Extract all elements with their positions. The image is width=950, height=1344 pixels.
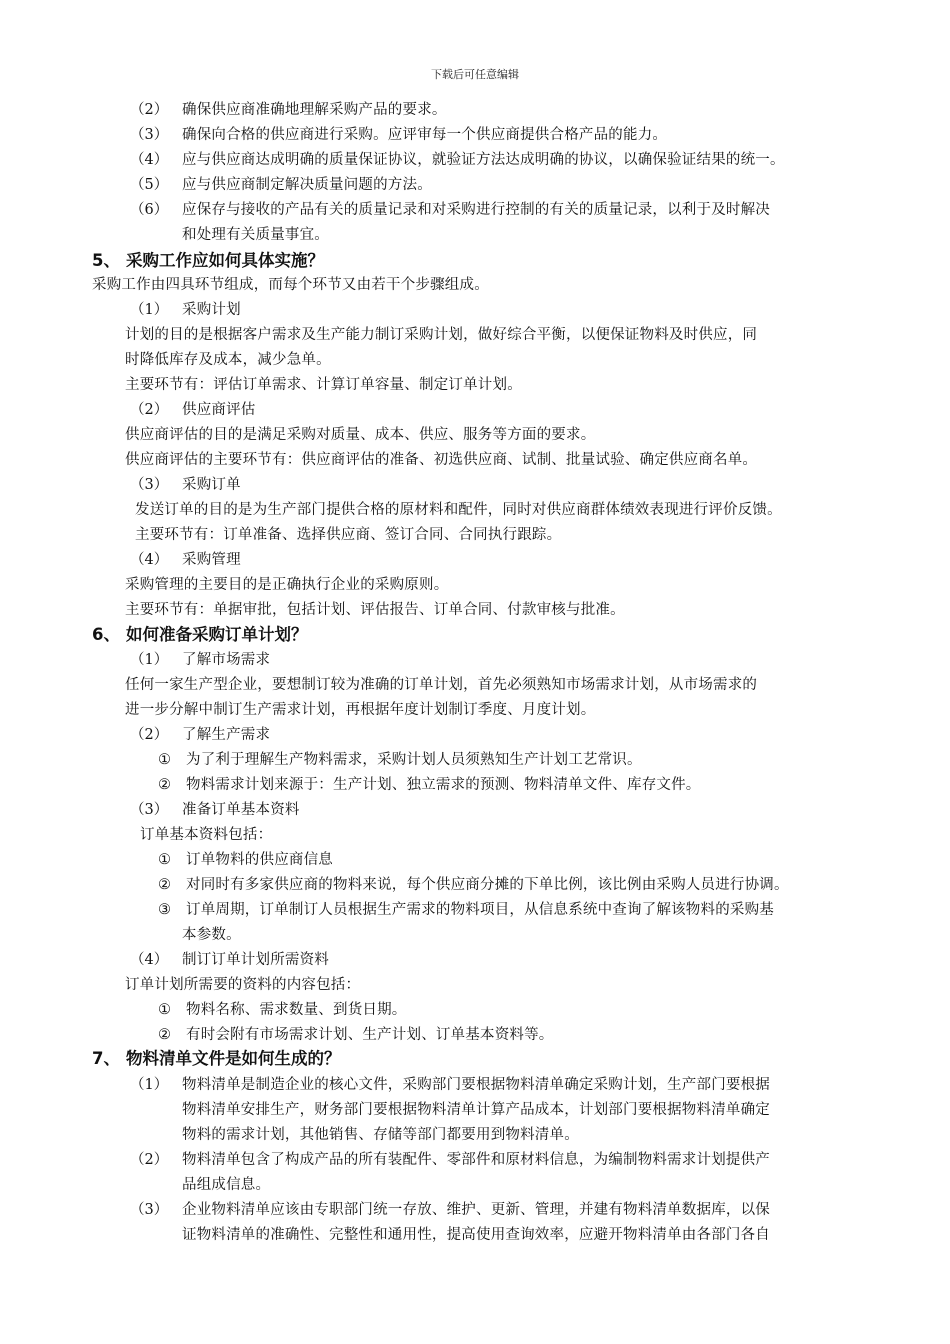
subsection-number: （4） — [130, 952, 169, 968]
subsection-number: （3） — [130, 802, 169, 818]
circled-number: ① — [158, 1002, 171, 1018]
paragraph: 任何一家生产型企业，要想制订较为准确的订单计划，首先必须熟知市场需求计划，从市场需求的 — [125, 677, 758, 693]
subsection-title: 准备订单基本资料 — [182, 802, 300, 818]
circled-number: ③ — [158, 902, 171, 918]
section-number: 7、 — [92, 1049, 120, 1068]
paragraph: 供应商评估的目的是满足采购对质量、成本、供应、服务等方面的要求。 — [125, 427, 596, 443]
section-number: 5、 — [92, 251, 120, 270]
circled-number: ① — [158, 752, 171, 768]
subsection-title: 了解生产需求 — [182, 727, 271, 743]
subsection-title: 制订订单计划所需资料 — [182, 952, 329, 968]
subsection-title: 采购订单 — [182, 477, 241, 493]
paragraph: 主要环节有：单据审批，包括计划、评估报告、订单合同、付款审核与批准。 — [125, 602, 625, 618]
list-item: 对同时有多家供应商的物料来说，每个供应商分摊的下单比例，该比例由采购人员进行协调。 — [186, 877, 789, 893]
paragraph: 时降低库存及成本，减少急单。 — [125, 352, 331, 368]
circled-number: ② — [158, 1027, 171, 1043]
paragraph: 订单计划所需要的资料的内容包括： — [125, 977, 361, 993]
section-title: 物料清单文件是如何生成的？ — [126, 1049, 341, 1068]
paragraph: 主要环节有：订单准备、选择供应商、签订合同、合同执行跟踪。 — [135, 527, 562, 543]
list-item: 为了利于理解生产物料需求，采购计划人员须熟知生产计划工艺常识。 — [186, 752, 642, 768]
item-text: 应与供应商达成明确的质量保证协议，就验证方法达成明确的协议，以确保验证结果的统一。 — [182, 152, 785, 168]
item-number: （2） — [130, 1152, 169, 1168]
item-text: 物料清单安排生产，财务部门要根据物料清单计算产品成本，计划部门要根据物料清单确定 — [182, 1102, 770, 1118]
paragraph: 发送订单的目的是为生产部门提供合格的原材料和配件，同时对供应商群体绩效表现进行评价反馈。 — [135, 502, 782, 518]
paragraph: 供应商评估的主要环节有：供应商评估的准备、初选供应商、试制、批量试验、确定供应商名单。 — [125, 452, 758, 468]
item-text: 品组成信息。 — [182, 1177, 271, 1193]
list-item: 有时会附有市场需求计划、生产计划、订单基本资料等。 — [186, 1027, 554, 1043]
circled-number: ① — [158, 852, 171, 868]
item-text: 企业物料清单应该由专职部门统一存放、维护、更新、管理，并建有物料清单数据库，以保 — [182, 1202, 770, 1218]
subsection-number: （3） — [130, 477, 169, 493]
section-number: 6、 — [92, 625, 120, 644]
item-number: （6） — [130, 202, 169, 218]
item-text: 确保供应商准确地理解采购产品的要求。 — [182, 102, 447, 118]
subsection-number: （2） — [130, 402, 169, 418]
item-number: （1） — [130, 1077, 169, 1093]
section-title: 采购工作应如何具体实施？ — [126, 251, 324, 270]
list-item: 物料名称、需求数量、到货日期。 — [186, 1002, 407, 1018]
item-text: 应与供应商制定解决质量问题的方法。 — [182, 177, 432, 193]
list-item: 物料需求计划来源于：生产计划、独立需求的预测、物料清单文件、库存文件。 — [186, 777, 701, 793]
item-number: （3） — [130, 127, 169, 143]
section-heading — [92, 1048, 341, 1070]
item-text: 应保存与接收的产品有关的质量记录和对采购进行控制的有关的质量记录，以利于及时解决 — [182, 202, 770, 218]
paragraph: 计划的目的是根据客户需求及生产能力制订采购计划，做好综合平衡，以便保证物料及时供应，同 — [125, 327, 758, 343]
item-text: 证物料清单的准确性、完整性和通用性，提高使用查询效率，应避开物料清单由各部门各自 — [182, 1227, 770, 1243]
list-item: 订单物料的供应商信息 — [186, 852, 333, 868]
subsection-title: 采购计划 — [182, 302, 241, 318]
list-item: 订单周期，订单制订人员根据生产需求的物料项目，从信息系统中查询了解该物料的采购基 — [186, 902, 774, 918]
item-text: 确保向合格的供应商进行采购。应评审每一个供应商提供合格产品的能力。 — [182, 127, 668, 143]
item-text: 物料的需求计划，其他销售、存储等部门都要用到物料清单。 — [182, 1127, 579, 1143]
subsection-title: 供应商评估 — [182, 402, 256, 418]
paragraph: 进一步分解中制订生产需求计划，再根据年度计划制订季度、月度计划。 — [125, 702, 596, 718]
paragraph: 采购工作由四具环节组成，而每个环节又由若干个步骤组成。 — [92, 277, 489, 293]
section-title: 如何准备采购订单计划？ — [126, 625, 308, 644]
subsection-number: （1） — [130, 302, 169, 318]
item-number: （3） — [130, 1202, 169, 1218]
subsection-number: （2） — [130, 727, 169, 743]
paragraph: 采购管理的主要目的是正确执行企业的采购原则。 — [125, 577, 449, 593]
item-text: 物料清单是制造企业的核心文件，采购部门要根据物料清单确定采购计划，生产部门要根据 — [182, 1077, 770, 1093]
section-heading — [92, 250, 324, 272]
paragraph: 订单基本资料包括： — [140, 827, 273, 843]
item-number: （5） — [130, 177, 169, 193]
subsection-title: 了解市场需求 — [182, 652, 271, 668]
item-text: 物料清单包含了构成产品的所有装配件、零部件和原材料信息，为编制物料需求计划提供产 — [182, 1152, 770, 1168]
subsection-title: 采购管理 — [182, 552, 241, 568]
paragraph: 主要环节有：评估订单需求、计算订单容量、制定订单计划。 — [125, 377, 522, 393]
list-item-continuation: 本参数。 — [182, 927, 241, 943]
subsection-number: （4） — [130, 552, 169, 568]
subsection-number: （1） — [130, 652, 169, 668]
item-number: （2） — [130, 102, 169, 118]
item-text-continuation: 和处理有关质量事宜。 — [182, 227, 329, 243]
item-number: （4） — [130, 152, 169, 168]
section-heading — [92, 624, 308, 646]
page-header: 下载后可任意编辑 — [431, 68, 519, 81]
circled-number: ② — [158, 877, 171, 893]
circled-number: ② — [158, 777, 171, 793]
